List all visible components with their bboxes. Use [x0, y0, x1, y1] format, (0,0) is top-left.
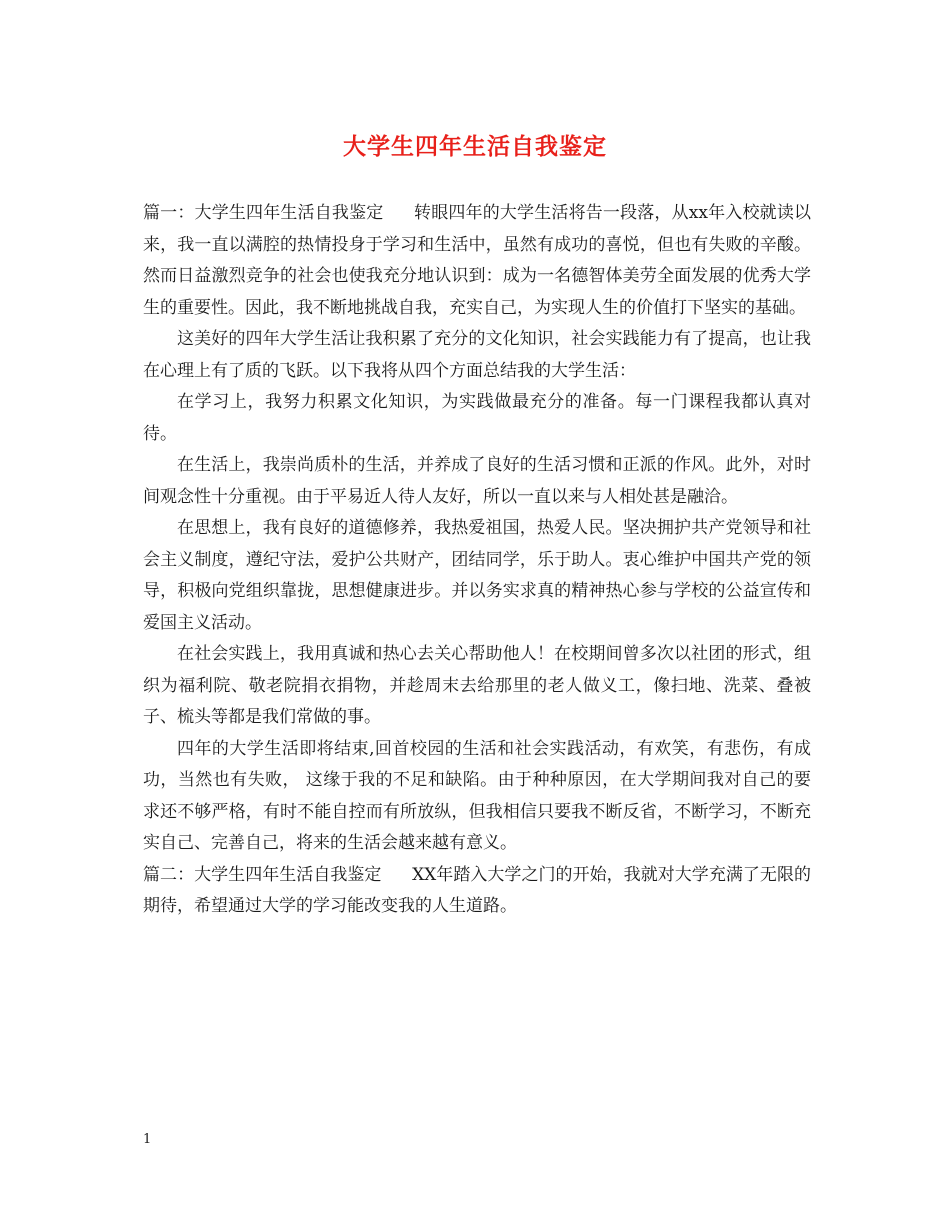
paragraph-study: 在学习上，我努力积累文化知识，为实践做最充分的准备。每一门课程我都认真对待。: [143, 392, 811, 444]
document-title: 大学生四年生活自我鉴定: [343, 134, 607, 160]
section-2-intro-text: XX年踏入大学之门的开始，我就对大学充满了无限的期待，希望通过大学的学习能改变我的人生道路。: [143, 864, 811, 916]
page-number: 1: [143, 1132, 152, 1147]
section-2-intro-paragraph: [143, 860, 811, 923]
section-1-intro-paragraph: [143, 198, 811, 324]
paragraph-summary: 这美好的四年大学生活让我积累了充分的文化知识，社会实践能力有了提高，也让我在心理上有了质的飞跃。以下我将从四个方面总结我的大学生活：: [143, 329, 811, 381]
paragraph-conclusion: 四年的大学生活即将结束,回首校园的生活和社会实践活动，有欢笑，有悲伤，有成功，当然也有失败， 这缘于我的不足和缺陷。由于种种原因，在大学期间我对自己的要求还不够严格，有时不能自控而有所放纵，但我相信只要我不断反省，不断学习，不断充实自己、完善自己，将来的生活会越来越有意义。: [143, 738, 811, 853]
paragraph-social-practice: 在社会实践上，我用真诚和热心去关心帮助他人！在校期间曾多次以社团的形式，组织为福利院、敬老院捐衣捐物，并趁周末去给那里的老人做义工，像扫地、洗菜、叠被子、梳头等都是我们常做的事。: [143, 644, 811, 727]
paragraph-life: 在生活上，我崇尚质朴的生活，并养成了良好的生活习惯和正派的作风。此外，对时间观念性十分重视。由于平易近人待人友好，所以一直以来与人相处甚是融洽。: [143, 455, 811, 507]
section-1-intro-text: 转眼四年的大学生活将告一段落，从xx年入校就读以来，我一直以满腔的热情投身于学习和生活中，虽然有成功的喜悦，但也有失败的辛酸。然而日益激烈竞争的社会也使我充分地认识到：成为一名德智体美劳全面发展的优秀大学生的重要性。因此，我不断地挑战自我，充实自己，为实现人生的价值打下坚实的基础。: [143, 203, 811, 318]
section-1-label: 篇一：大学生四年生活自我鉴定: [143, 203, 384, 223]
section-2-label: 篇二：大学生四年生活自我鉴定: [143, 864, 382, 885]
document-body: [143, 198, 811, 923]
paragraph-ideology: 在思想上，我有良好的道德修养，我热爱祖国，热爱人民。坚决拥护共产党领导和社会主义制度，遵纪守法，爱护公共财产，团结同学，乐于助人。衷心维护中国共产党的领导，积极向党组织靠拢，思想健康进步。并以务实求真的精神热心参与学校的公益宣传和爱国主义活动。: [143, 518, 811, 633]
